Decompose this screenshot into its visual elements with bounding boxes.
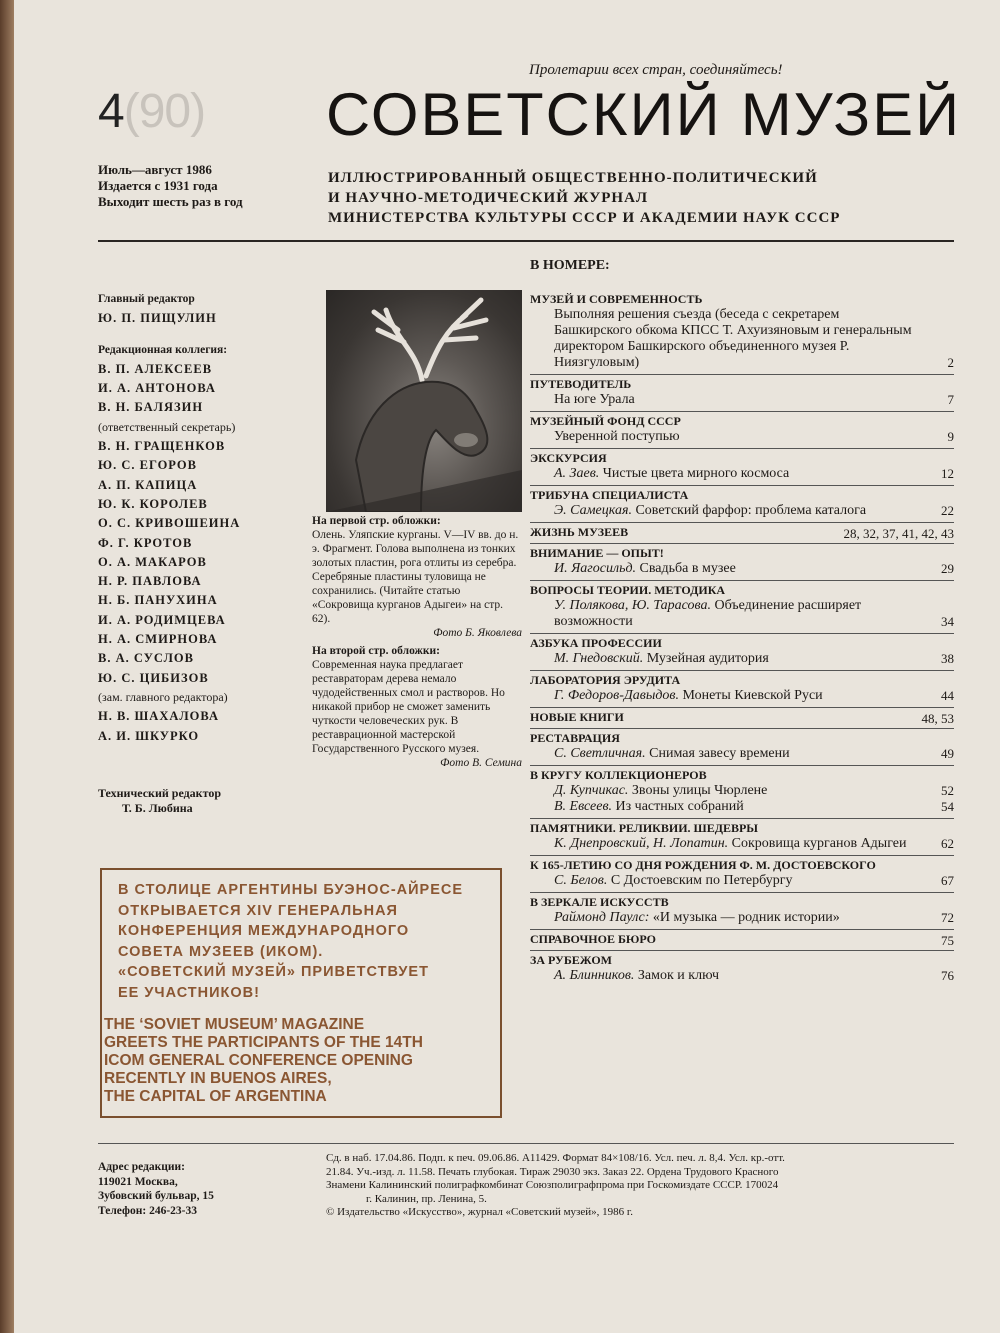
first-cover-heading: На первой стр. обложки: xyxy=(312,515,441,527)
toc-section xyxy=(530,707,954,728)
toc-entry xyxy=(530,746,954,762)
board-member-role: (зам. главного редактора) xyxy=(98,689,228,704)
toc-entry-author: Раймонд Паулс: xyxy=(554,910,650,925)
second-cover-heading: На второй стр. обложки: xyxy=(312,645,440,657)
toc-entry-page: 76 xyxy=(941,968,954,983)
magazine-title: СОВЕТСКИЙ МУЗЕЙ xyxy=(326,81,962,148)
toc-section-title: ЗА РУБЕЖОМ xyxy=(530,953,613,967)
toc-entry xyxy=(530,968,954,984)
toc-entry xyxy=(530,783,954,799)
toc-section xyxy=(530,522,954,543)
toc-entry-title: Замок и ключ xyxy=(637,968,720,983)
toc-section xyxy=(530,374,954,411)
board-member-name: Ю. С. ЕГОРОВ xyxy=(98,458,197,473)
address-line: 119021 Москва, xyxy=(98,1175,178,1188)
toc-entry-author: К. Днепровский, Н. Лопатин. xyxy=(554,836,729,851)
issue-dates xyxy=(98,162,243,210)
board-member-name: Н. В. ШАХАЛОВА xyxy=(98,709,219,724)
toc-section-title: ЭКСКУРСИЯ xyxy=(530,451,607,465)
issue-number xyxy=(98,85,206,138)
toc-entry-author: А. Блинников. xyxy=(554,968,635,983)
toc-entry-page: 44 xyxy=(941,688,954,703)
magazine-page xyxy=(14,0,1000,1333)
toc-entry-page: 9 xyxy=(947,429,954,444)
toc-section xyxy=(530,290,954,374)
toc-entry xyxy=(530,429,954,445)
board-member-name: Ю. С. ЦИБИЗОВ xyxy=(98,670,209,685)
toc-entry-page: 2 xyxy=(947,355,954,370)
toc-page-numbers: 75 xyxy=(941,933,954,948)
toc-entry-author: Д. Купчикас. xyxy=(554,783,629,798)
board-member-name: И. А. АНТОНОВА xyxy=(98,381,216,396)
board-member-name: В. А. СУСЛОВ xyxy=(98,651,194,666)
toc-entry-author: У. Полякова, Ю. Тарасова. xyxy=(554,598,711,613)
toc-entry-title: Снимая завесу времени xyxy=(649,746,790,761)
toc-entry-title: С Достоевским по Петербургу xyxy=(610,873,793,888)
imprint-line: Сд. в наб. 17.04.86. Подп. к печ. 09.06.86. А11429. Формат 84×108/16. Усл. печ. л. 8,4. Усл. кр.-отт. xyxy=(326,1152,785,1164)
toc-entry-author: Г. Федоров-Давыдов. xyxy=(554,688,679,703)
toc-section-title: В КРУГУ КОЛЛЕКЦИОНЕРОВ xyxy=(530,768,707,782)
chief-editor-label: Главный редактор xyxy=(98,293,195,305)
toc-page-numbers: 48, 53 xyxy=(921,711,954,726)
toc-entry-title: Чистые цвета мирного космоса xyxy=(602,466,790,481)
toc-entry xyxy=(530,466,954,482)
cover-photo-deer xyxy=(326,290,522,512)
editorial-board-label: Редакционная коллегия: xyxy=(98,343,228,356)
toc-entry-page: 52 xyxy=(941,783,954,798)
toc-entry-title: На юге Урала xyxy=(554,392,635,407)
footer-divider xyxy=(98,1143,954,1144)
imprint-line: 21.84. Уч.-изд. л. 11.58. Печать глубокая. Тираж 29030 экз. Заказ 22. Ордена Трудового Красного xyxy=(326,1165,779,1178)
board-member-name: О. С. КРИВОШЕИНА xyxy=(98,516,241,531)
print-imprint xyxy=(326,1152,956,1220)
imprint-line: Знамени Калининский полиграфкомбинат Союзполиграфпрома при Госкомиздате СССР. 170024 xyxy=(326,1179,779,1191)
notice-line: КОНФЕРЕНЦИЯ МЕЖДУНАРОДНОГО xyxy=(118,923,410,939)
toc-entry-page: 12 xyxy=(941,466,954,481)
toc-entry-title: Монеты Киевской Руси xyxy=(682,688,823,703)
cover-captions xyxy=(312,514,522,770)
second-cover-text: Современная наука предлагает реставраторам дерева немало чудодейственных смол и растворов. Но никакой прибор не сможет заменить чуткости человеческих рук. В реставрационной мастерской Государственного Русского музея. xyxy=(312,659,505,755)
toc-entry-page: 62 xyxy=(941,836,954,851)
toc-entry xyxy=(530,688,954,704)
toc-entry-page: 22 xyxy=(941,503,954,518)
address-line: Телефон: 246-23-33 xyxy=(98,1204,197,1217)
toc-entry-author: С. Светличная. xyxy=(554,746,646,761)
toc-section xyxy=(530,818,954,855)
chief-editor-name: Ю. П. ПИЩУЛИН xyxy=(98,311,217,326)
toc-entry-page: 38 xyxy=(941,651,954,666)
toc-section-title: ВНИМАНИЕ — ОПЫТ! xyxy=(530,546,664,560)
toc-entry-title: Музейная аудитория xyxy=(646,651,769,666)
toc-entry-author: С. Белов. xyxy=(554,873,608,888)
board-member-name: В. Н. ГРАЩЕНКОВ xyxy=(98,439,226,454)
toc-section xyxy=(530,485,954,522)
notice-line: THE ‘SOVIET MUSEUM’ MAGAZINE xyxy=(104,1016,365,1033)
date-line: Июль—август 1986 xyxy=(98,162,212,177)
toc-section xyxy=(530,633,954,670)
notice-line: ОТКРЫВАЕТСЯ XIV ГЕНЕРАЛЬНАЯ xyxy=(118,902,398,919)
board-member-name: О. А. МАКАРОВ xyxy=(98,554,207,569)
toc-entry xyxy=(530,561,954,577)
toc-entry-page: 29 xyxy=(941,561,954,576)
toc-section xyxy=(530,929,954,950)
toc-entry-title: «И музыка — родник истории» xyxy=(652,910,840,925)
date-line: Издается с 1931 года xyxy=(98,178,218,193)
subtitle-line: МИНИСТЕРСТВА КУЛЬТУРЫ СССР И АКАДЕМИИ НАУК СССР xyxy=(328,210,841,226)
notice-line: THE CAPITAL OF ARGENTINA xyxy=(104,1088,327,1105)
notice-line: «СОВЕТСКИЙ МУЗЕЙ» ПРИВЕТСТВУЕТ xyxy=(118,964,429,980)
table-of-contents xyxy=(530,290,954,987)
second-cover-credit: Фото В. Семина xyxy=(440,757,522,769)
toc-section xyxy=(530,728,954,765)
toc-entry-title: Из частных собраний xyxy=(615,799,744,814)
toc-section-title: АЗБУКА ПРОФЕССИИ xyxy=(530,636,662,650)
toc-entry-author: И. Яагосильд. xyxy=(554,561,637,576)
first-cover-credit: Фото Б. Яковлева xyxy=(433,627,522,639)
toc-entry xyxy=(530,307,954,371)
tech-editor-name: Т. Б. Любина xyxy=(122,801,193,815)
in-issue-heading: В НОМЕРЕ: xyxy=(530,258,610,273)
notice-line: В СТОЛИЦЕ АРГЕНТИНЫ БУЭНОС-АЙРЕСЕ xyxy=(118,882,464,898)
board-member-name: Ф. Г. КРОТОВ xyxy=(98,535,193,550)
editorial-staff xyxy=(98,290,240,746)
toc-entry xyxy=(530,910,954,926)
toc-section-title: В ЗЕРКАЛЕ ИСКУССТВ xyxy=(530,895,669,909)
header-divider xyxy=(98,240,954,242)
board-member-name: В. П. АЛЕКСЕЕВ xyxy=(98,361,213,376)
toc-section-title: СПРАВОЧНОЕ БЮРО xyxy=(530,932,657,946)
board-member-name: Н. Р. ПАВЛОВА xyxy=(98,574,202,589)
toc-section-title: ПУТЕВОДИТЕЛЬ xyxy=(530,377,632,391)
notice-line: ICOM GENERAL CONFERENCE OPENING xyxy=(104,1052,413,1069)
motto: Пролетарии всех стран, соединяйтесь! xyxy=(529,62,783,78)
toc-section-title: К 165-ЛЕТИЮ СО ДНЯ РОЖДЕНИЯ Ф. М. ДОСТОЕВСКОГО xyxy=(530,858,876,872)
toc-section-title: ПАМЯТНИКИ. РЕЛИКВИИ. ШЕДЕВРЫ xyxy=(530,821,759,835)
notice-line: ЕЕ УЧАСТНИКОВ! xyxy=(118,984,260,1001)
toc-section-title: ТРИБУНА СПЕЦИАЛИСТА xyxy=(530,488,689,502)
toc-entry-title: Объединение расширяет возможности xyxy=(554,598,862,629)
editorial-board-list xyxy=(98,360,240,746)
toc-entry-page: 7 xyxy=(947,392,954,407)
issue-number-total: (90) xyxy=(123,85,206,138)
toc-section xyxy=(530,411,954,448)
imprint-line: г. Калинин, пр. Ленина, 5. xyxy=(366,1192,487,1205)
toc-entry xyxy=(530,651,954,667)
notice-line: СОВЕТА МУЗЕЕВ (ИКОМ). xyxy=(118,943,324,960)
board-member-name: В. Н. БАЛЯЗИН xyxy=(98,400,204,415)
issue-number-main: 4 xyxy=(98,85,124,138)
toc-section-title: ЛАБОРАТОРИЯ ЭРУДИТА xyxy=(530,673,681,687)
address-line: Зубовский бульвар, 15 xyxy=(98,1190,214,1202)
toc-section-title: МУЗЕЙ И СОВРЕМЕННОСТЬ xyxy=(530,292,703,306)
toc-section-title: НОВЫЕ КНИГИ xyxy=(530,710,624,724)
technical-editor xyxy=(98,786,221,816)
notice-line: GREETS THE PARTICIPANTS OF THE 14TH xyxy=(104,1034,423,1051)
first-cover-text: Олень. Уляпские курганы. V—IV вв. до н. э. Фрагмент. Голова выполнена из тонких золотых пластин, рога отлиты из серебра. Серебряные пластины туловища не сохранились. (Читайте статью «Сокровища курганов Адыгеи» на стр. 62). xyxy=(312,529,519,625)
address-line: Адрес редакции: xyxy=(98,1161,185,1173)
magazine-subtitle xyxy=(328,168,840,228)
toc-entry xyxy=(530,392,954,408)
toc-section xyxy=(530,543,954,580)
toc-section xyxy=(530,892,954,929)
toc-entry-author: М. Гнедовский. xyxy=(554,651,644,666)
toc-entry-page: 54 xyxy=(941,799,954,814)
toc-entry-title: Советский фарфор: проблема каталога xyxy=(635,503,867,518)
toc-section xyxy=(530,855,954,892)
toc-entry-page: 34 xyxy=(941,614,954,629)
toc-section xyxy=(530,950,954,987)
board-member-name: Н. А. СМИРНОВА xyxy=(98,632,218,647)
toc-entry-title: Выполняя решения съезда (беседа с секретарем Башкирского обкома КПСС Т. Ахуизяновым и генеральным директором Башкирского объединенного музея Р. Ниязгуловым) xyxy=(554,307,912,370)
toc-entry-author: В. Евсеев. xyxy=(554,799,613,814)
board-member-name: А. И. ШКУРКО xyxy=(98,728,200,743)
board-member-name: И. А. РОДИМЦЕВА xyxy=(98,612,226,627)
toc-section xyxy=(530,448,954,485)
toc-entry-title: Уверенной поступью xyxy=(554,429,680,444)
toc-entry-page: 72 xyxy=(941,910,954,925)
toc-entry-title: Звоны улицы Чюрлене xyxy=(631,783,768,798)
toc-entry xyxy=(530,873,954,889)
board-member-name: Ю. К. КОРОЛЕВ xyxy=(98,496,208,511)
toc-section-title: ЖИЗНЬ МУЗЕЕВ xyxy=(530,525,629,539)
toc-entry-author: Э. Самецкая. xyxy=(554,503,632,518)
subtitle-line: И НАУЧНО-МЕТОДИЧЕСКИЙ ЖУРНАЛ xyxy=(328,190,649,206)
toc-section-title: ВОПРОСЫ ТЕОРИИ. МЕТОДИКА xyxy=(530,583,726,597)
toc-section xyxy=(530,670,954,707)
toc-page-numbers: 28, 32, 37, 41, 42, 43 xyxy=(843,526,954,541)
editorial-address xyxy=(98,1160,214,1218)
toc-section-title: РЕСТАВРАЦИЯ xyxy=(530,731,620,745)
toc-entry-author: А. Заев. xyxy=(554,466,600,481)
toc-entry xyxy=(530,799,954,815)
toc-entry xyxy=(530,598,954,630)
date-line: Выходит шесть раз в год xyxy=(98,194,243,209)
deer-figure-icon xyxy=(326,290,522,512)
board-member-role: (ответственный секретарь) xyxy=(98,419,236,434)
board-member-name: Н. Б. ПАНУХИНА xyxy=(98,593,218,608)
board-member-name: А. П. КАПИЦА xyxy=(98,477,198,492)
toc-entry-page: 67 xyxy=(941,873,954,888)
icom-notice-russian xyxy=(118,880,463,1003)
notice-line: RECENTLY IN BUENOS AIRES, xyxy=(104,1070,332,1087)
copyright-line: © Издательство «Искусство», журнал «Советский музей», 1986 г. xyxy=(326,1206,633,1218)
tech-editor-label: Технический редактор xyxy=(98,786,222,800)
toc-entry xyxy=(530,503,954,519)
subtitle-line: ИЛЛЮСТРИРОВАННЫЙ ОБЩЕСТВЕННО-ПОЛИТИЧЕСКИЙ xyxy=(328,170,818,186)
toc-section xyxy=(530,580,954,633)
toc-entry-title: Свадьба в музее xyxy=(639,561,736,576)
toc-section xyxy=(530,765,954,818)
toc-entry-page: 49 xyxy=(941,746,954,761)
toc-section-title: МУЗЕЙНЫЙ ФОНД СССР xyxy=(530,414,681,428)
toc-entry xyxy=(530,836,954,852)
toc-entry-title: Сокровища курганов Адыгеи xyxy=(731,836,907,851)
icom-notice-english xyxy=(104,1016,423,1106)
